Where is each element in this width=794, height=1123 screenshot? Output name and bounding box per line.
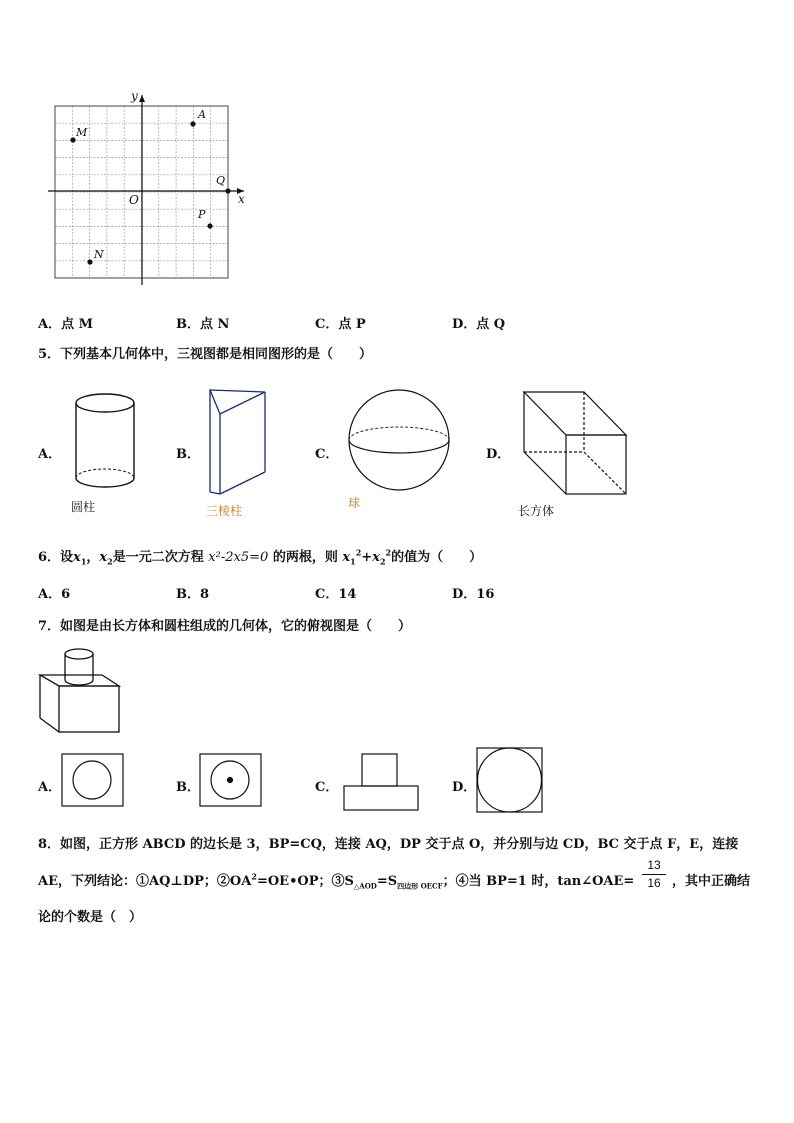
q7-figure-d: [477, 748, 542, 812]
cuboid-figure: [524, 392, 626, 494]
q4-option-d[interactable]: D．点 Q: [452, 317, 506, 332]
q5-figures: [0, 380, 794, 520]
point-n: [87, 259, 92, 264]
q5-caption-cuboid: 长方体: [518, 504, 555, 518]
q6-stem: 6．设$x_1$，$x_2$是一元二次方程 x²-2x5=0 的两根，则 $x_1^2+x_2^2$的值为（ ）: [38, 547, 483, 567]
q8-fraction: 13 16: [640, 858, 668, 890]
q6-option-d[interactable]: D．16: [452, 587, 495, 602]
point-p: [207, 223, 212, 228]
point-a: [190, 121, 195, 126]
cylinder-figure: [76, 394, 134, 487]
point-a-label: A: [198, 108, 206, 121]
q6-equation: x²-2x5=0: [208, 550, 269, 565]
y-axis-label: y: [131, 89, 138, 103]
q5-caption-sphere: 球: [348, 496, 361, 510]
q8-line-2-tail: ，其中正确结: [672, 874, 751, 889]
q6-option-b[interactable]: B．8: [176, 587, 210, 602]
origin-label: O: [129, 193, 139, 207]
q7-label-a[interactable]: A．: [38, 780, 62, 795]
q7-label-c[interactable]: C．: [315, 780, 339, 795]
q5-stem: 5．下列基本几何体中，三视图都是相同图形的是（ ）: [38, 347, 373, 362]
x-axis-label: x: [238, 192, 245, 206]
q7-option-figures: [0, 745, 794, 825]
q5-label-a[interactable]: A．: [38, 447, 62, 462]
q7-stem: 7．如图是由长方体和圆柱组成的几何体，它的俯视图是（ ）: [38, 619, 412, 634]
triangular-prism-figure: [210, 390, 265, 494]
sphere-figure: [349, 390, 449, 490]
q5-label-d[interactable]: D．: [486, 447, 511, 462]
point-n-label: N: [94, 248, 104, 261]
q7-figure-c: [344, 754, 418, 810]
point-q-label: Q: [216, 174, 226, 187]
q7-label-d[interactable]: D．: [452, 780, 477, 795]
q7-label-b[interactable]: B．: [176, 780, 200, 795]
q8-line-1: 8．如图，正方形 ABCD 的边长是 3，BP=CQ，连接 AQ，DP 交于点 O，并分别与边 CD，BC 交于点 F，E，连接: [38, 837, 739, 852]
point-q: [225, 188, 230, 193]
q5-caption-prism: 三棱柱: [206, 504, 243, 518]
q4-option-b[interactable]: B．点 N: [176, 317, 230, 332]
q5-label-b[interactable]: B．: [176, 447, 200, 462]
coordinate-grid-figure: [0, 0, 794, 300]
q6-option-a[interactable]: A．6: [38, 587, 71, 602]
point-p-label: P: [198, 208, 206, 221]
q7-figure-a: [62, 754, 123, 806]
q4-option-c[interactable]: C．点 P: [315, 317, 366, 332]
q7-solid-figure: [0, 640, 794, 740]
point-m-label: M: [76, 126, 88, 139]
q8-line-2: AE，下列结论：①AQ⊥DP；$②OA^2=OE•OP$；$③S_{\triangle AOD}=S_{四边形 OECF}$；④当 BP=1 时，tan∠OAE=: [38, 871, 635, 891]
q5-label-c[interactable]: C．: [315, 447, 339, 462]
q6-option-c[interactable]: C．14: [315, 587, 357, 602]
q5-caption-cylinder: 圆柱: [71, 500, 96, 514]
point-m: [70, 137, 75, 142]
q4-option-a[interactable]: A．点 M: [38, 317, 94, 332]
q7-figure-b: [200, 754, 261, 806]
q8-line-3: 论的个数是（ ）: [38, 910, 143, 925]
